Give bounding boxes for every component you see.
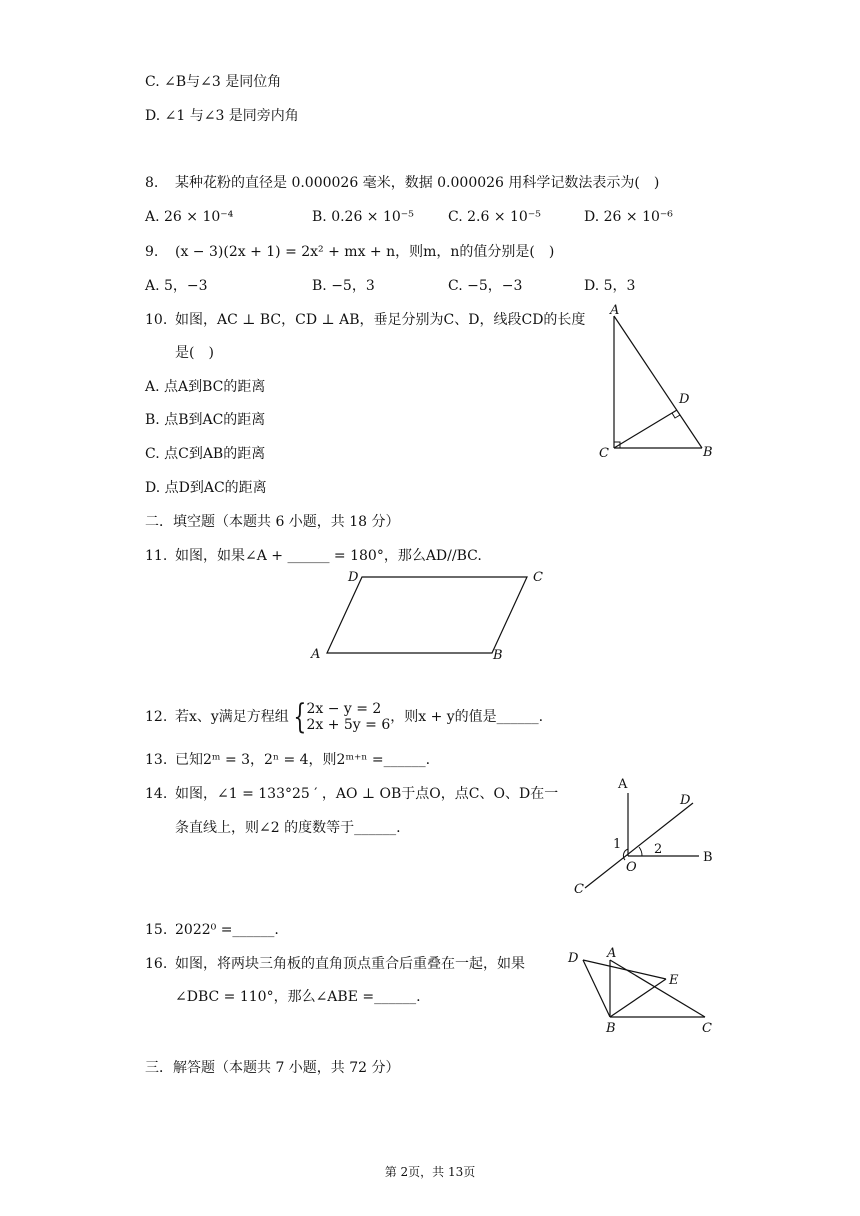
q12-eq1: 2x − y = 2 [306,701,382,717]
system-brace: { [293,697,307,737]
q14-stem [145,784,558,804]
q15-stem [145,920,279,940]
q14-label-a: A [618,777,628,792]
q9-option-c: C. −5，−3 [448,278,523,294]
q8-option-d: D. 26 × 10⁻⁶ [584,209,673,225]
q16-stem-line2: ∠DBC = 110°，那么∠ABE =______. [175,989,421,1005]
q10-label-b: B [703,445,713,460]
q8-option-c: C. 2.6 × 10⁻⁵ [448,209,541,225]
q11-label-b: B [493,648,503,663]
q16-stem [145,954,525,974]
q11-label-d: D [348,570,359,585]
q16-label-c: C [702,1021,712,1036]
q10-label-d: D [679,392,690,407]
q16-label-b: B [606,1021,616,1036]
q9-stem-text: (x − 3)(2x + 1) = 2x² + mx + n，则m，n的值分别是( ) [175,244,555,260]
q10-option-a: A. 点A到BC的距离 [145,379,266,395]
q14-stem-line1: 如图，∠1 = 133°25 ′ ，AO ⊥ OB于点O，点C、O、D在一 [175,786,559,802]
q13-stem [145,750,430,770]
q14-stem-line2: 条直线上，则∠2 的度数等于______. [175,820,401,836]
q11-number: 11. [145,548,168,564]
q16-number: 16. [145,956,168,972]
q14-number: 14. [145,786,168,802]
q10-option-b: B. 点B到AC的距离 [145,412,266,428]
q9-option-b: B. −5，3 [312,278,375,294]
q11-figure [305,565,555,665]
q15-stem-text: 2022⁰ =______. [175,922,279,938]
q11-stem-text: 如图，如果∠A + ______ = 180°，那么AD//BC. [175,548,482,564]
q12-stem [145,698,543,736]
q16-label-e: E [669,973,679,988]
q16-figure [560,942,720,1037]
section2-heading: 二．填空题（本题共 6 小题，共 18 分） [145,514,400,530]
q8-stem [145,173,659,193]
equation-system [306,701,390,733]
q8-option-a: A. 26 × 10⁻⁴ [145,209,234,225]
q15-number: 15. [145,922,168,938]
q10-label-c: C [599,446,609,461]
q10-label-a: A [610,303,620,318]
section3-heading: 三．解答题（本题共 7 小题，共 72 分） [145,1060,400,1076]
q16-label-a: A [607,946,617,961]
q9-option-d: D. 5，3 [584,278,636,294]
q14-label-2: 2 [654,842,663,857]
q10-option-c: C. 点C到AB的距离 [145,446,266,462]
q14-label-d: D [680,793,691,808]
q12-stem-before: 若x、y满足方程组 [175,709,289,725]
q7-option-d: D. ∠1 与∠3 是同旁内角 [145,108,299,124]
q8-stem-text: 某种花粉的直径是 0.000026 毫米，数据 0.000026 用科学记数法表示为( ) [175,175,660,191]
q11-label-c: C [533,570,543,585]
q12-number: 12. [145,709,168,725]
q12-stem-after: ，则x + y的值是______. [390,709,544,725]
q16-label-d: D [568,951,579,966]
q10-stem-line1: 如图，AC ⊥ BC，CD ⊥ AB，垂足分别为C、D，线段CD的长度 [175,312,586,328]
q8-option-b: B. 0.26 × 10⁻⁵ [312,209,414,225]
q11-label-a: A [311,647,321,662]
q10-stem-line2: 是( ) [175,345,214,361]
q10-stem [145,310,585,330]
q14-figure [568,773,718,898]
q9-stem [145,242,554,262]
q14-label-1: 1 [613,837,622,852]
page-footer: 第 2页，共 13页 [384,1165,476,1179]
q14-label-o: O [626,860,637,875]
q8-number: 8. [145,175,159,191]
q13-number: 13. [145,752,168,768]
q14-label-c: C [574,882,584,897]
q10-figure [590,300,730,465]
q10-option-d: D. 点D到AC的距离 [145,480,267,496]
q9-number: 9. [145,244,159,260]
q7-option-c: C. ∠B与∠3 是同位角 [145,74,282,90]
q16-stem-line1: 如图，将两块三角板的直角顶点重合后重叠在一起，如果 [175,956,525,972]
q11-stem [145,546,482,566]
q9-option-a: A. 5，−3 [145,278,208,294]
q14-label-b: B [703,850,713,865]
q10-number: 10. [145,312,168,328]
q12-eq2: 2x + 5y = 6 [306,717,391,733]
q13-stem-text: 已知2ᵐ = 3，2ⁿ = 4，则2ᵐ⁺ⁿ =______. [175,752,431,768]
